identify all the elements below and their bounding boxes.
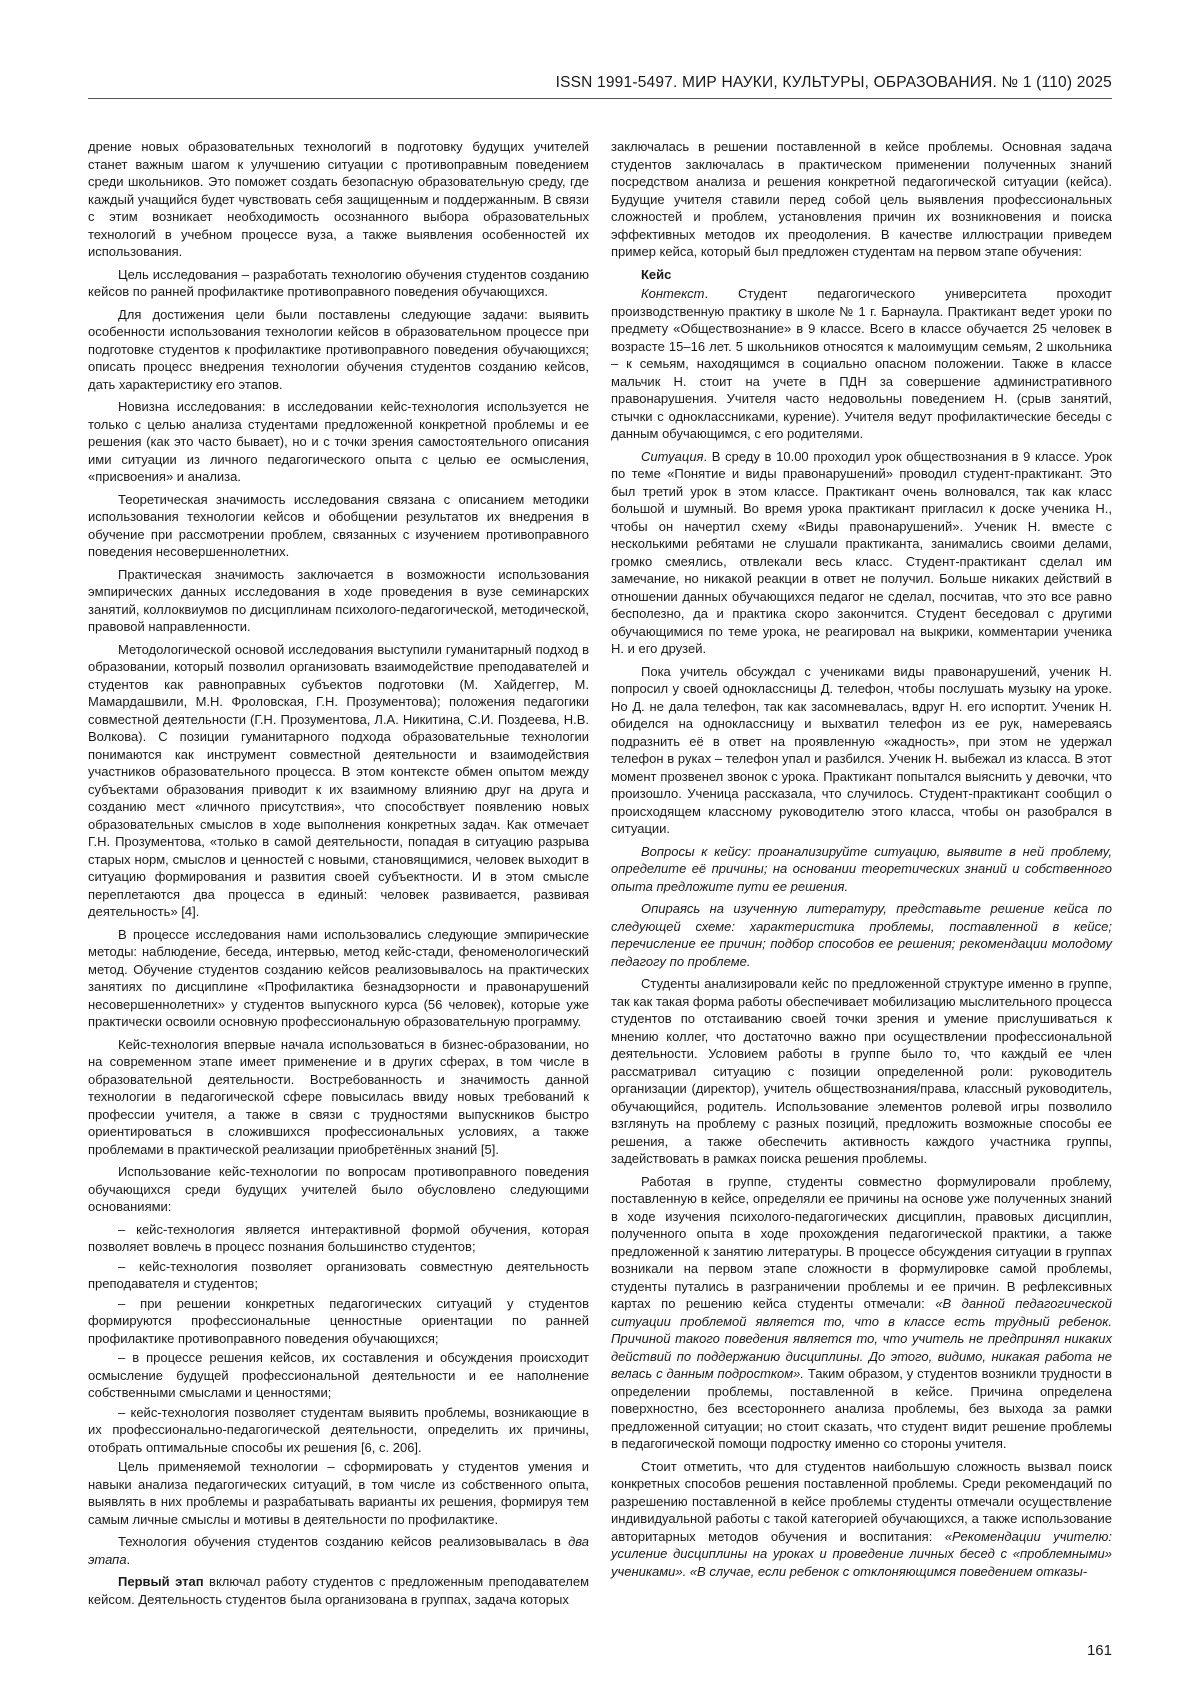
list-item: – кейс-технология позволяет организовать совместную деятельность преподавателя и студентов;: [88, 1258, 589, 1291]
text-run: .: [126, 1551, 131, 1567]
text-run: Стоит отметить, что для студентов наибольшую сложность вызвал поиск конкретных способов решения поставленной проблемы. Среди рекомендаций по разрешению поставленной в кейсе проблемы студенты отмечали осуществление индивидуальной работы с такой категорией обучающихся, а также использование авторитарных методов обучения и воспитания:: [611, 1458, 1112, 1544]
text-run: Работая в группе, студенты совместно формулировали проблему, поставленную в кейсе, определяли ее причины на основе уже полученных знаний в ходе изучения психолого-педагогических дисциплин, правовых дисциплин, полученного опыта в ходе прохождения педагогической практики, а также предложенной к занятию литературы. В процессе обсуждения ситуации в группах возникали на первом этапе сложности в формулировке самой проблемы, студенты путались в разграничении проблемы и ее причин. В рефлексивных картах по решению кейса студенты отмечали:: [611, 1173, 1112, 1311]
paragraph: [88, 1573, 589, 1608]
text-run: . В среду в 10.00 проходил урок обществознания в 9 классе. Урок по теме «Понятие и виды правонарушений» проводил студент-практикант. Это был третий урок в этом классе. Практикант очень волновался, так как класс большой и шумный. Во время урока практикант пригласил к доске ученика Н., чтобы он начертил схему «Виды правонарушений». Ученик Н. вместе с несколькими ребятами не слушали практиканта, занимались своими делами, громко смеялись, отвлекали весь класс. Студент-практикант сделал им замечание, но никакой реакции в ответ не получил. Больше никаких действий в отношении данных обучающихся педагог не сделал, посчитав, что это все равно бесполезно, да и практика скоро закончится. Студент беседовал с другими обучающимися по теме урока, не реагировал на выкрики, комментарии ученика Н. и его друзей.: [611, 448, 1112, 656]
paragraph: заключалась в решении поставленной в кейсе проблемы. Основная задача студентов заключалась в практическом применении полученных знаний посредством анализа и решения конкретной педагогической ситуации (кейса). Будущие учителя ставили перед собой цель выявления профессиональных сложностей и проблем, установления причин их возникновения и поиска эффективных методов их преодоления. В качестве иллюстрации приведем пример кейса, который был предложен студентам на первом этапе обучения:: [611, 139, 1112, 259]
text-run: Таким образом, у студентов возникли трудности в определении проблемы, поставленной в кейсе. Причина определена поверхностно, без всестороннего анализа проблемы, без выхода за рамки предложенной ситуации; но стоит сказать, что студент видит решение проблемы в педагогической помощи подростку именно со стороны учителя.: [611, 1366, 1112, 1451]
italic-text: Контекст: [641, 286, 705, 301]
list-item: – кейс-технология является интерактивной формой обучения, которая позволяет вовлечь в процесс познания большинство студентов;: [88, 1221, 589, 1254]
paragraph: Практическая значимость заключается в возможности использования эмпирических данных исследования в ходе проведения в вузе семинарских занятий, коллоквиумов по дисциплинам психолого-педагогической, методической, правовой направленности.: [88, 566, 589, 634]
paragraph: Кейс-технология впервые начала использоваться в бизнес-образовании, но на современном этапе имеет применение и в других сферах, в том числе в образовательной деятельности. Востребованность и значимость данной технологии в педагогической сфере повысилась ввиду новых требований к профессии учителя, а также в связи с трудностями выпускников быстро ориентироваться в сложившихся профессиональных условиях, а также проблемами в практической реализации приобретённых знаний [5].: [88, 1036, 589, 1157]
paragraph: Студенты анализировали кейс по предложенной структуре именно в группе, так как такая форма работы обеспечивает мобилизацию мыслительного процесса студентов по отстаиванию своей точки зрения и умение прислушиваться к мнению коллег, что достаточно важно при осуществлении профессиональной деятельности. Условием работы в группе было то, что каждый ее член рассматривал ситуацию с позиции определенной роли: руководитель организации (директор), учитель обществознания/права, классный руководитель, обучающийся, родитель. Использование элементов ролевой игры позволило взглянуть на проблему с разных позиций, предложить возможные способы ее решения, а также обеспечить активность каждого участника группы, задействовать в рамках поиска решения проблемы.: [611, 976, 1112, 1166]
paragraph: [611, 1458, 1112, 1581]
paragraph: Цель применяемой технологии – сформировать у студентов умения и навыки анализа педагогических ситуаций, в том числе из собственного опыта, выявлять в них проблемы и разрабатывать варианты их решения, формируя тем самым личные смыслы и мотивы в деятельности по профилактике.: [88, 1459, 589, 1527]
bold-text: Первый этап: [118, 1574, 204, 1589]
article-body: [88, 138, 1112, 1613]
paragraph: Пока учитель обсуждал с учениками виды правонарушений, ученик Н. попросил у своей одноклассницы Д. телефон, чтобы послушать музыку на уроке. Но Д. не дала телефон, так как засомневалась, вдруг Н. его испортит. Ученик Н. обиделся на одноклассницу и выхватил телефон из ее рук, намереваясь подразнить её в ответ на проявленную «жадность», при этом не удержал телефон в руках – телефон упал и разбился. Ученик Н. выбежал из класса. В этот момент прозвенел звонок с урока. Практикант попытался выяснить у девочки, что произошло. Ученица рассказала, что случилось. Студент-практикант сообщил о происходящем классному руководителю этого класса, чтобы он разобрался в ситуации.: [611, 663, 1112, 836]
paragraph: Теоретическая значимость исследования связана с описанием методики использования технологии кейсов и обобщении результатов их внедрения в обучение при рассмотрении проблем, связанных с изучением противоправного поведения несовершеннолетних.: [88, 491, 589, 559]
left-column: [88, 138, 589, 1613]
italic-text: Ситуация: [641, 448, 704, 464]
italic-text: «В данной педагогической ситуации проблемой является то, что в классе есть трудный ребенок. Причиной такого поведения является то, что учитель не предпринял никаких действий по поддержанию дисциплины. До этого, видимо, никакая работа не велась с данным подростком».: [611, 1296, 1112, 1381]
paragraph: [611, 285, 1112, 443]
paragraph: Вопросы к кейсу: проанализируйте ситуацию, выявите в ней проблему, определите её причины; на основании теоретических знаний и собственного опыта предложите пути ее решения.: [611, 843, 1112, 894]
text-run: Технология обучения студентов созданию кейсов реализовывалась в: [118, 1534, 569, 1549]
paragraph: Новизна исследования: в исследовании кейс-технология используется не только с целью анализа студентами предложенной конкретной проблемы и ее решения (как это часто бывает), но и с точки зрения самостоятельного описания ими ситуации из личного педагогического опыта с целью ее осмысления, «присвоения» и анализа.: [88, 399, 589, 484]
italic-text: два этапа: [88, 1534, 589, 1567]
right-column: [611, 138, 1112, 1613]
text-run: . Студент педагогического университета проходит производственную практику в школе № 1 г. Барнаула. Практикант ведет уроки по предмету «Обществознание» в 9 классе. Всего в классе обучается 25 человек в возрасте 15–16 лет. 5 школьников относятся к малоимущим семьям, 2 школьника – к семьям, находящимся в социально опасном положении. Также в классе мальчик Н. стоит на учете в ПДН за совершение административного правонарушения. Учителя часто недовольны поведением Н. (срыв занятий, стычки с одноклассниками, курение). Учителя ведут профилактические беседы с данным обучающимся, с его родителями.: [611, 286, 1112, 441]
page-number: 161: [1086, 1642, 1112, 1659]
paragraph: Использование кейс-технологии по вопросам противоправного поведения обучающихся среди будущих учителей было обусловлено следующими основаниями:: [88, 1164, 589, 1214]
italic-text: «Рекомендации учителю: усиление дисциплины на уроках и проведение личных бесед с «проблемными» учениками». «В случае, если ребенок с отклоняющимся поведением отказы-: [611, 1528, 1113, 1579]
paragraph: [611, 1173, 1112, 1453]
list-item: – при решении конкретных педагогических ситуаций у студентов формируются профессиональные ценностные ориентации по ранней профилактике противоправного поведения обучающихся;: [88, 1295, 589, 1346]
list-item: – кейс-технология позволяет студентам выявить проблемы, возникающие в их профессионально-педагогической деятельности, определить их причины, отобрать оптимальные способы их решения [6, с. 206].: [88, 1404, 589, 1455]
paragraph: дрение новых образовательных технологий в подготовку будущих учителей станет важным шагом к улучшению ситуации с противоправным поведением среди школьников. Это поможет создать безопасную образовательную среду, где каждый учащийся будет чувствовать себя защищенным и поддержанным. В связи с этим возникает необходимость осознанного выбора образовательных технологий в учебном процессе вуза, а также выявления особенностей их использования.: [88, 139, 589, 259]
text-run: включал работу студентов с предложенным преподавателем кейсом. Деятельность студентов была организована в группах, задача которых: [88, 1574, 590, 1607]
paragraph: Опираясь на изученную литературу, представьте решение кейса по следующей схеме: характеристика проблемы, поставленной в кейсе; перечисление ее причин; подбор способов ее решения; рекомендации молодому педагогу по проблеме.: [611, 901, 1112, 969]
list-item: – в процессе решения кейсов, их составления и обсуждения происходит осмысление будущей профессиональной деятельности и ее наполнение собственными смыслами и ценностями;: [88, 1350, 589, 1400]
paragraph: В процессе исследования нами использовались следующие эмпирические методы: наблюдение, беседа, интервью, метод кейс-стади, феноменологический метод. Обучение студентов созданию кейсов реализовывалось на практических занятиях по дисциплине «Профилактика безнадзорности и правонарушений несовершеннолетних» у студентов выпускного курса (56 человек), которые уже практически освоили основную профессиональную образовательную программу.: [88, 926, 589, 1029]
paragraph: Для достижения цели были поставлены следующие задачи: выявить особенности использования технологии кейсов в образовательном процессе при подготовке студентов к профилактике противоправного поведения обучающихся; описать процесс внедрения технологии обучения студентов созданию кейсов, дать характеристику его этапов.: [88, 306, 589, 392]
paragraph: [88, 1533, 589, 1568]
case-title: Кейс: [641, 266, 672, 282]
paragraph: Цель исследования – разработать технологию обучения студентов созданию кейсов по ранней профилактике противоправного поведения обучающихся.: [88, 266, 589, 299]
paragraph: [611, 448, 1112, 658]
journal-header: ISSN 1991-5497. МИР НАУКИ, КУЛЬТУРЫ, ОБРАЗОВАНИЯ. № 1 (110) 2025: [88, 74, 1112, 99]
paragraph: Методологической основой исследования выступили гуманитарный подход в образовании, который позволил организовать взаимодействие преподавателей и студентов как равноправных субъектов подготовки (М. Хайдеггер, М. Мамардашвили, М.Н. Фроловская, Г.Н. Прозументова); положения педагогики совместной деятельности (Г.Н. Прозументова, Л.А. Никитина, С.И. Поздеева, Н.В. Волкова). С позиции гуманитарного подхода образовательные технологии понимаются как инструмент совместной деятельности и взаимодействия участников образовательного процесса. В этом контексте обмен опытом между субъектами образования приводит к их взаимному влиянию друг на друга и созданию мест «личного присутствия», что способствует появлению новых образовательных смыслов в ходе выполнения конкретных задач. Как отмечает Г.Н. Прозументова, «только в самой деятельности, попадая в ситуацию разрыва старых норм, смыслов и ценностей с новыми, становящимися, человек выходит в ситуацию формирования и развития своей субъектности. И в этом смысле переплетаются два процесса в единый: человек развивается, развивая деятельность» [4].: [88, 641, 589, 919]
